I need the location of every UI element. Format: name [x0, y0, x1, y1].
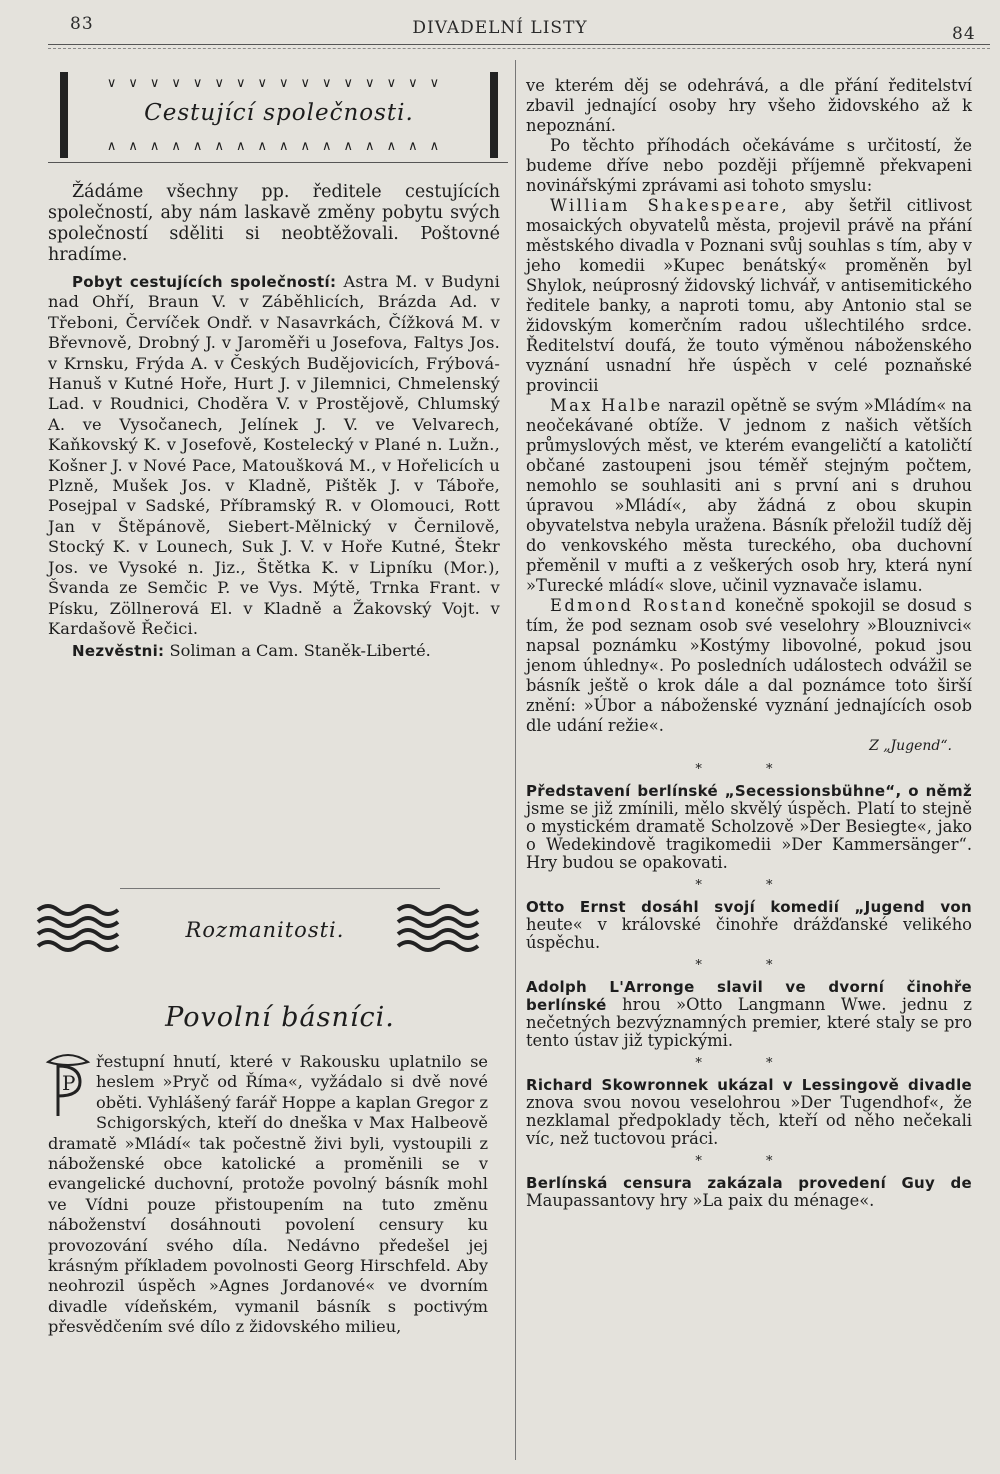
news-larronge-lead: Adolph L'Arronge slavil ve dvorní činohře berlínské — [526, 978, 972, 1014]
column-divider — [515, 60, 516, 1460]
header-rule — [48, 44, 990, 45]
paragraph-shakespeare — [526, 196, 972, 396]
text-rostand: konečně spokojil se dosud s tím, že pod seznam osob své veselohry »Blouznivci« napsal poznámku »Kostýmy libovolné, pokud jsou jenom úhledny«. Po posledních událostech odvážil se básník ještě o krok dále a dal poznámce toto širší znění: »Úbor a náboženské vyznání jednajících osob dle udání režie«. — [526, 596, 972, 735]
separator-stars: * * — [695, 958, 803, 973]
running-title: DIVADELNÍ LISTY — [412, 18, 588, 38]
left-column-bottom — [48, 1052, 488, 1338]
page-number-right: 84 — [952, 24, 976, 44]
name-shakespeare: William Shakespeare, — [550, 196, 790, 215]
section-rule — [120, 888, 440, 889]
decorative-border-bottom: ∧∧∧∧∧∧∧∧∧∧∧∧∧∧∧∧ — [106, 139, 452, 154]
page-number-left: 83 — [70, 14, 94, 34]
news-larronge — [526, 978, 972, 1050]
news-skowronnek — [526, 1076, 972, 1148]
news-censura — [526, 1174, 972, 1210]
pobyt-paragraph — [48, 272, 500, 639]
news-larronge-text: hrou »Otto Langmann Wwe. jednu z nečetných bezvýznamných premier, které staly se pro tento ústav již typickými. — [526, 995, 972, 1050]
box-underline — [48, 162, 508, 163]
nezvestni-text: Soliman a Cam. Staněk-Liberté. — [169, 641, 431, 661]
povolni-paragraph: řestupní hnutí, které v Rakousku uplatnilo se heslem »Pryč od Říma«, vyžádalo si dvě nové oběti. Vyhlášený farář Hoppe a kaplan Gregor z Schigorských, kteří do dneška v Max Halbeově dramatě »Mládí« tak počestně živi byli, vystoupili z náboženské obce katolické a proměnili se v evangelické duchovní, protože povolný básník mohl ve Vídni pouze přistoupením na tuto změnu náboženství dosáhnouti povolení censury ku provozování svého díla. Nedávno předešel jej krásným příkladem povolnosti Georg Hirschfeld. Aby neohrozil úspěch »Agnes Jordanové« ve dvorním divadle vídeňském, vymanil básník s poctivým přesvědčením své dílo z židovského milieu, — [48, 1052, 488, 1337]
news-secession — [526, 782, 972, 872]
intro-paragraph: Žádáme všechny pp. ředitele cestujících společností, aby nám laskavě změny pobytu svých společností sděliti si neobtěžovali. Poštovné hradíme. — [48, 182, 500, 265]
right-column — [526, 76, 972, 1210]
news-ernst-text: heute« v královské činohře drážďanské velikého úspěchu. — [526, 915, 972, 952]
news-censura-text: Maupassantovy hry »La paix du ménage«. — [526, 1191, 875, 1210]
news-skowronnek-text: znova svou novou veselohrou »Der Tugendhof«, že nezklamal předpoklady těch, kteří od něho nečekali víc, než tuctovou práci. — [526, 1093, 972, 1148]
heading-cestujici: Cestující společnosti. — [144, 100, 414, 126]
text-halbe: narazil opětně se svým »Mládím« na neočekávané obtíže. V jednom z našich větších průmyslových měst, ve kterém evangeličtí a katoličtí občané zastoupeni jsou téměř stejným počtem, nemohlo se souhlasiti ani s první ani s druhou úpravou »Mládí«, aby žádná z obou skupin obyvatelstva nebyla uražena. Básník přeložil tudíž děj do venkovského města tureckého, oba duchovní přeměnil v mufti a z veškerých osob hry, která nyní »Turecké mládí« slove, učinil vyznavače islamu. — [526, 396, 972, 595]
separator-stars: * * — [695, 878, 803, 893]
nezvestni-label: Nezvěstni: — [72, 642, 165, 661]
paragraph-ocekavame: Po těchto příhodách očekáváme s určitostí, že budeme dříve nebo později příjemně překvapeni novinářskými zprávami asi tohoto smyslu: — [526, 136, 972, 195]
separator-stars: * * — [695, 1154, 803, 1169]
news-secession-lead: Představení berlínské „Secessionsbühne“, o němž — [526, 782, 972, 800]
wavy-ornament-right-icon — [396, 902, 480, 958]
name-halbe: Max Halbe — [550, 396, 663, 415]
news-skowronnek-lead: Richard Skowronnek ukázal v Lessingově divadle — [526, 1076, 972, 1094]
news-secession-text: jsme se již zmínili, mělo skvělý úspěch. Platí to stejně o mystickém dramatě Scholzově »Der Besiegte«, jako o Wedekindově tragikomedii »Der Kammersänger“. Hry budou se opakovati. — [526, 799, 972, 872]
dropcap-ornament-icon — [44, 1052, 92, 1122]
left-column-top — [48, 182, 500, 662]
pobyt-label: Pobyt cestujících společností: — [72, 273, 337, 291]
text-shakespeare: aby šetřil citlivost mosaických obyvatelů města, projevil právě na přání městského divadla v Poznani svůj souhlas s tím, aby v jeho komedii »Kupec benátský« proměněn byl Shylok, neúprosný židovský lichvář, v antisemitického ředitele banky, a naproti tomu, aby Antonio stal se židovským komerčním radou ušlechtilého srdce. Ředitelství doufá, že touto výměnou náboženského vyznání usnadní hře úspěch v celé poznaňské provincii — [526, 196, 972, 395]
heading-rozmanitosti: Rozmanitosti. — [185, 918, 345, 942]
decorative-border-top: ∨∨∨∨∨∨∨∨∨∨∨∨∨∨∨∨ — [106, 76, 452, 91]
heading-box-cestujici — [60, 72, 498, 158]
header-rule-2 — [48, 48, 990, 49]
heading-povolni-basnici: Povolní básníci. — [165, 1002, 395, 1033]
paragraph-rostand — [526, 596, 972, 736]
nezvestni-paragraph — [48, 641, 500, 661]
news-censura-lead: Berlínská censura zakázala provedení Guy de — [526, 1174, 972, 1192]
news-ernst-lead: Otto Ernst dosáhl svojí komedií „Jugend von — [526, 898, 972, 916]
separator-stars: * * — [695, 1056, 803, 1071]
wavy-ornament-left-icon — [36, 902, 120, 958]
pobyt-list: Astra M. v Budyni nad Ohří, Braun V. v Záběhlicích, Brázda Ad. v Třeboni, Červíček Ondř. v Nasavrkách, Čížková M. v Břevnově, Drobný J. v Jaroměři u Josefova, Faltys Jos. v Krnsku, Frýda A. v Českých Budějovicích, Frýbová-Hanuš v Kutné Hoře, Hurt J. v Jilemnici, Chmelenský Lad. v Roudnici, Choděra V. v Prostějově, Chlumský A. ve Vysočanech, Jelínek J. V. ve Velvarech, Kaňkovský K. v Josefově, Kostelecký v Plané n. Lužn., Košner J. v Nové Pace, Matoušková M., v Hořelicích u Plzně, Mušek Jos. v Kladně, Pištěk J. v Táboře, Posejpal v Sadské, Příbramský R. v Olomouci, Rott Jan v Štěpánově, Siebert-Mělnický v Černilově, Stocký K. v Lounech, Suk J. V. v Hoře Kutné, Štekr Jos. ve Vysoké n. Jiz., Štětka K. v Lipníku (Mor.), Švanda ze Semčic P. ve Vys. Mýtě, Trnka Frant. v Písku, Zöllnerová El. v Kladně a Žakovský Vojt. v Kardašově Řečici. — [48, 272, 500, 638]
paragraph-halbe — [526, 396, 972, 596]
news-ernst — [526, 898, 972, 952]
continued-paragraph: ve kterém děj se odehrává, a dle přání ředitelství zbavil jednající osoby hry všeho židovského až k nepoznání. — [526, 76, 972, 135]
source-signature: Z „Jugend“. — [869, 738, 952, 754]
separator-stars: * * — [695, 762, 803, 777]
name-rostand: Edmond Rostand — [550, 596, 729, 615]
dropcap-letter: P — [62, 1071, 76, 1095]
